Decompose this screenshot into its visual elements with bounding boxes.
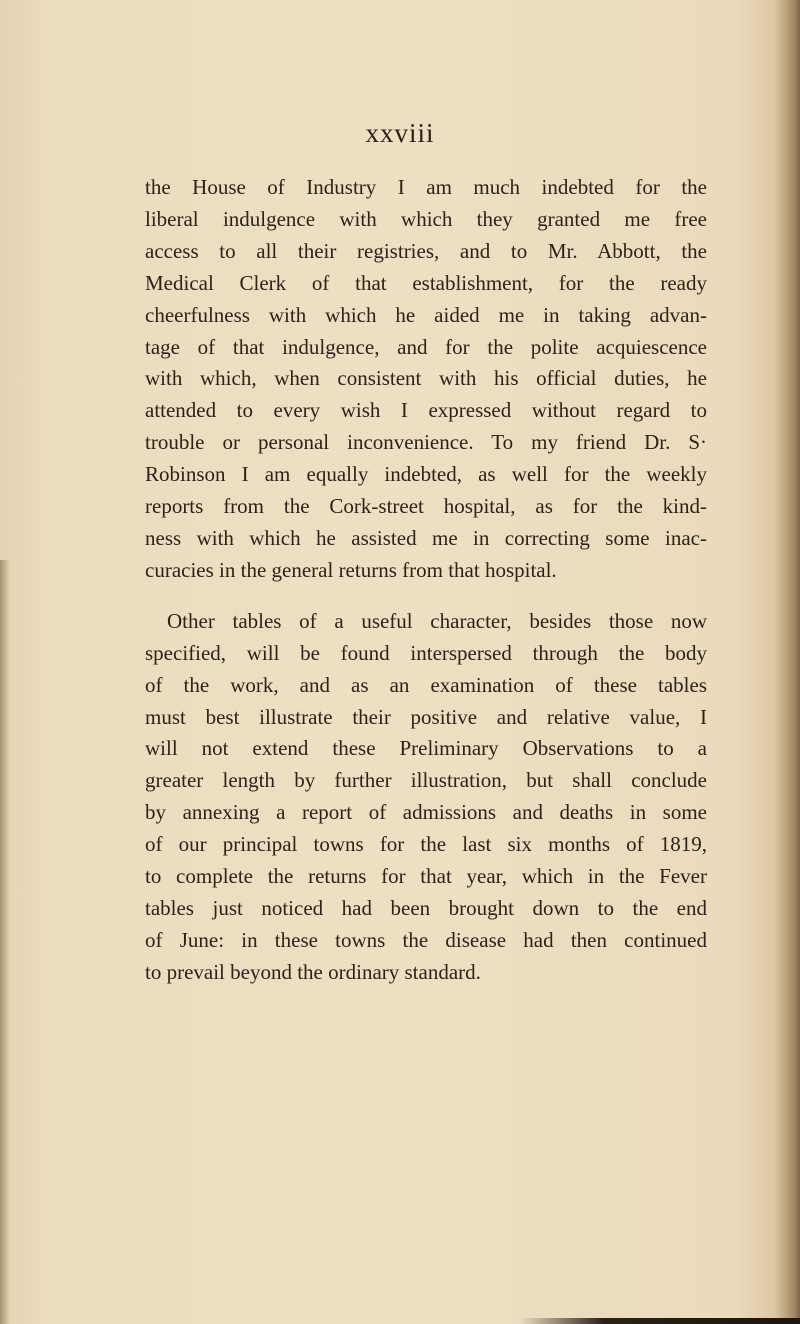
text-line: trouble or personal inconvenience. To my friend Dr. S· bbox=[145, 430, 707, 455]
text-line: cheerfulness with which he aided me in taking advan- bbox=[145, 302, 707, 327]
page-bottom-edge bbox=[520, 1318, 800, 1324]
binding-shadow bbox=[0, 560, 10, 1324]
text-line: access to all their registries, and to Mr. Abbott, the bbox=[145, 238, 707, 263]
text-line: attended to every wish I expressed without regard to bbox=[145, 398, 707, 423]
paragraph-other-tables bbox=[145, 606, 707, 989]
text-line: the House of Industry I am much indebted for the bbox=[145, 175, 707, 199]
text-line: will not extend these Preliminary Observations to a bbox=[145, 736, 707, 761]
body-text bbox=[145, 172, 707, 989]
text-line: curacies in the general returns from that hospital. bbox=[145, 557, 557, 582]
page-number: xxviii bbox=[365, 118, 435, 148]
page-edge-shadow bbox=[774, 0, 800, 1324]
paragraph-acknowledgements bbox=[145, 172, 707, 587]
text-line: of June: in these towns the disease had then continued bbox=[145, 927, 707, 952]
text-line: to prevail beyond the ordinary standard. bbox=[145, 959, 481, 984]
text-line: of our principal towns for the last six months of 1819, bbox=[145, 832, 707, 857]
text-line: tage of that indulgence, and for the polite acquiescence bbox=[145, 334, 707, 359]
text-line: Other tables of a useful character, besides those now bbox=[167, 608, 707, 633]
text-line: specified, will be found interspersed through the body bbox=[145, 640, 707, 665]
text-line: Medical Clerk of that establishment, for the ready bbox=[145, 270, 707, 295]
text-line: of the work, and as an examination of these tables bbox=[145, 672, 707, 697]
text-line: reports from the Cork-street hospital, as for the kind- bbox=[145, 494, 707, 519]
text-line: with which, when consistent with his official duties, he bbox=[145, 366, 707, 391]
text-line: to complete the returns for that year, which in the Fever bbox=[145, 864, 707, 889]
text-line: greater length by further illustration, but shall conclude bbox=[145, 768, 707, 793]
text-line: by annexing a report of admissions and deaths in some bbox=[145, 800, 707, 825]
text-line: liberal indulgence with which they granted me free bbox=[145, 206, 707, 231]
text-line: Robinson I am equally indebted, as well for the weekly bbox=[145, 462, 707, 487]
text-line: ness with which he assisted me in correcting some inac- bbox=[145, 525, 707, 550]
text-line: must best illustrate their positive and relative value, I bbox=[145, 704, 707, 729]
paragraph-spacer bbox=[145, 587, 707, 606]
text-line: tables just noticed had been brought down to the end bbox=[145, 895, 707, 920]
